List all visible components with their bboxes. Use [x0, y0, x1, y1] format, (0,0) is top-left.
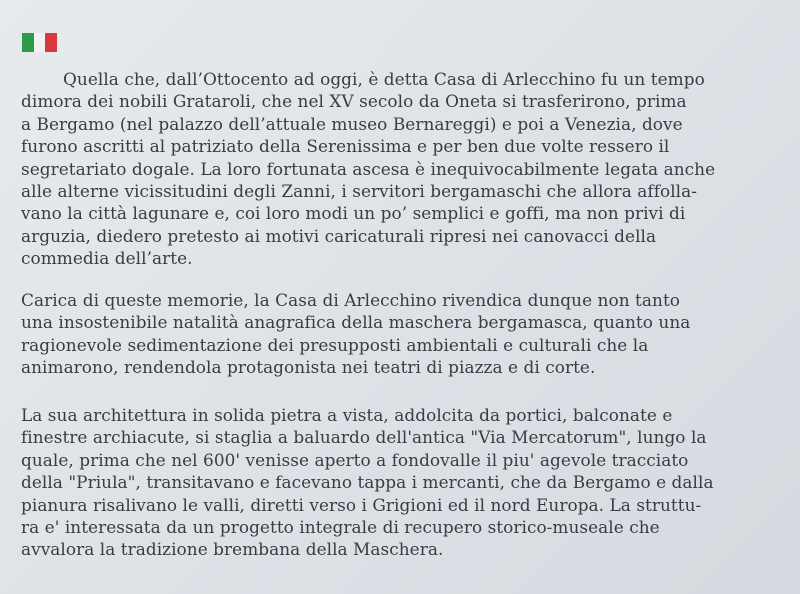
- text-line: Carica di queste memorie, la Casa di Arlecchino rivendica dunque non tanto: [21, 290, 680, 310]
- text-line: alle alterne vicissitudini degli Zanni, i servitori bergamaschi che allora affolla-: [21, 180, 697, 201]
- text-line: segretariato dogale. La loro fortunata ascesa è inequivocabilmente legata anche: [21, 158, 716, 179]
- italian-flag-icon: [22, 33, 57, 52]
- text-line: dimora dei nobili Grataroli, che nel XV secolo da Oneta si trasferirono, prima: [21, 91, 687, 112]
- text-line: pianura risalivano le valli, diretti verso i Grigioni ed il nord Europa. La struttu-: [21, 494, 702, 515]
- paragraph-memories: [21, 289, 781, 379]
- text-line: Quella che, dall’Ottocento ad oggi, è detta Casa di Arlecchino fu un tempo: [63, 69, 705, 89]
- text-line: quale, prima che nel 600' venisse aperto a fondovalle il piu' agevole tracciato: [21, 449, 689, 470]
- text-line: commedia dell’arte.: [21, 248, 193, 269]
- flag-stripe-red: [45, 33, 57, 52]
- text-line: ragionevole sedimentazione dei presupposti ambientali e culturali che la: [21, 334, 649, 355]
- paragraph-architecture: [21, 404, 781, 561]
- text-line: a Bergamo (nel palazzo dell’attuale museo Bernareggi) e poi a Venezia, dove: [21, 113, 683, 134]
- text-line: vano la città lagunare e, coi loro modi un po’ semplici e goffi, ma non privi di: [21, 203, 686, 224]
- text-line: ra e' interessata da un progetto integrale di recupero storico-museale che: [21, 516, 660, 537]
- paragraph-history: [21, 68, 781, 270]
- text-line: animarono, rendendola protagonista nei teatri di piazza e di corte.: [21, 357, 596, 378]
- flag-stripe-white: [34, 33, 46, 52]
- text-line: finestre archiacute, si staglia a baluardo dell'antica "Via Mercatorum", lungo la: [21, 427, 707, 448]
- text-line: avvalora la tradizione brembana della Maschera.: [21, 539, 444, 560]
- text-line: furono ascritti al patriziato della Serenissima e per ben due volte ressero il: [21, 136, 670, 157]
- text-line: La sua architettura in solida pietra a vista, addolcita da portici, balconate e: [21, 405, 673, 425]
- flag-stripe-green: [22, 33, 34, 52]
- text-line: arguzia, diedero pretesto ai motivi caricaturali ripresi nei canovacci della: [21, 225, 657, 246]
- text-line: della "Priula", transitavano e facevano tappa i mercanti, che da Bergamo e dalla: [21, 472, 714, 493]
- text-line: una insostenibile natalità anagrafica della maschera bergamasca, quanto una: [21, 312, 691, 333]
